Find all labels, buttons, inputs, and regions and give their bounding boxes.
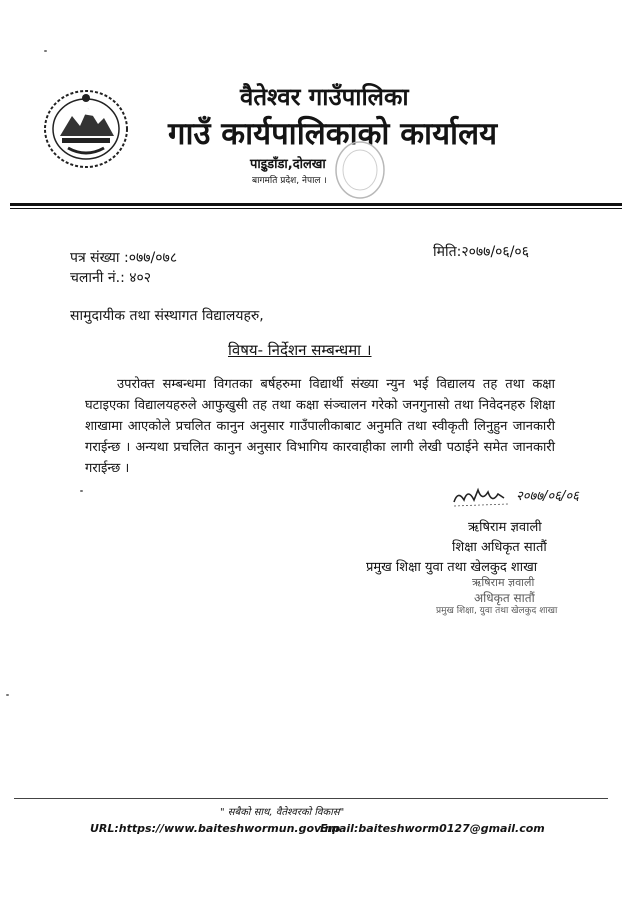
footer-slogan: " सबैको साथ, वैतेश्वरको विकास" (220, 807, 345, 818)
letter-body: उपरोक्त सम्बन्धमा विगतका बर्षहरुमा विद्यार्थी संख्या न्युन भई विद्यालय तह तथा कक्षा घटाइएका विद्यालयहरुले आफुखुसी तह तथा कक्षा संञ्चालन गरेको जनगुनासो तथा निवेदनहरु शिक्षा शाखामा आएकोले प्रचलित कानुन अनुसार गाउँपालीकाबाट अनुमति तथा स्वीकृती लिनुहुन जानकारी गराईन्छ । अन्यथा प्रचलित कानुन अनुसार विभागिय कारवाहीका लागी लेखी पठाईने समेत जानकारी गराईन्छ । (85, 377, 555, 476)
letterhead-rule-thick (10, 203, 622, 206)
reference-number: पत्र संख्या :०७७/०७८ (70, 250, 178, 266)
footer-rule (14, 798, 608, 799)
municipality-name: वैतेश्वर गाउँपालिका (240, 83, 409, 111)
letter-date: मिति:२०७७/०६/०६ (433, 244, 529, 260)
stamp-title: अधिकृत सातौं (474, 591, 535, 605)
letterhead-rule-thin (10, 208, 622, 209)
dispatch-number: चलानी नं.: ४०२ (70, 270, 152, 286)
footer-email: Email:baiteshworm0127@gmail.com (320, 822, 545, 835)
signatory-title: शिक्षा अधिकृत सातौं (452, 540, 547, 555)
scan-speck (44, 50, 47, 52)
scan-speck (6, 694, 9, 696)
signature-date: २०७७/०६/०६ (516, 489, 579, 504)
office-location: पाइुडाँडा,दोलखा (250, 157, 326, 172)
nepal-government-emblem (42, 88, 130, 170)
scan-speck (80, 490, 83, 492)
province-line: बागमति प्रदेश, नेपाल । (252, 176, 327, 186)
stamp-unit: प्रमुख शिक्षा, युवा तथा खेलकुद शाखा (436, 606, 558, 616)
faint-office-stamp (330, 140, 385, 202)
subject-line: विषय- निर्देशन सम्बन्धमा । (228, 341, 372, 359)
stamp-name: ऋषिराम ज्ञवाली (472, 576, 535, 589)
office-name: गाउँ कार्यपालिकाको कार्यालय (168, 116, 498, 152)
signatory-unit: प्रमुख शिक्षा युवा तथा खेलकुद शाखा (366, 560, 538, 575)
addressee: सामुदायीक तथा संस्थागत विद्यालयहरु, (70, 308, 264, 324)
footer-url: URL:https://www.baiteshwormun.gov.np (90, 822, 341, 835)
signatory-name: ऋषिराम ज्ञवाली (468, 520, 542, 535)
handwritten-signature (452, 482, 512, 508)
